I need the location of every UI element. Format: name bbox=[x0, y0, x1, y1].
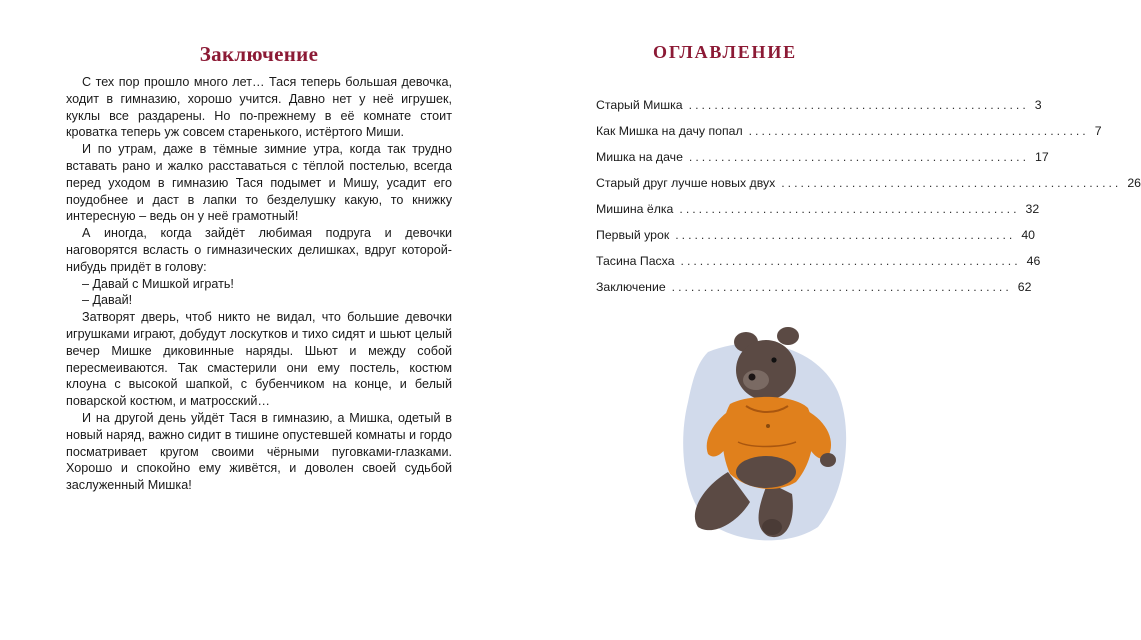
toc-item[interactable] bbox=[596, 92, 1042, 118]
toc-page-number: 46 bbox=[1026, 254, 1041, 268]
paragraph: Затворят дверь, чтоб никто не видал, что большие девочки игрушками играют, добудут лоскутков и тихо сидят и шьют целый вечер Мишке диковинные наряды. Шьют и между собой пересмеиваются. Так смастерили они ему постель, костюм клоуна с высокой шапкой, с бубенчиком на конце, и белый поварской костюм, и матросский… bbox=[66, 310, 452, 409]
bear-right-paw bbox=[820, 453, 836, 467]
bear-eye bbox=[771, 357, 776, 362]
bear-nose bbox=[749, 374, 756, 381]
right-ear bbox=[777, 327, 799, 345]
dialogue-line: – Давай с Мишкой играть! bbox=[82, 276, 234, 291]
toc-item-label: Тасина Пасха bbox=[596, 254, 675, 268]
dialogue-line: – Давай! bbox=[82, 293, 133, 308]
toc-item-label: Как Мишка на дачу попал bbox=[596, 124, 743, 138]
teddy-bear-illustration bbox=[668, 322, 854, 544]
toc-leader-dots: ..................................................... bbox=[688, 150, 1029, 164]
toc-item-label: Старый друг лучше новых двух bbox=[596, 176, 776, 190]
toc-page-number: 32 bbox=[1025, 202, 1040, 216]
paragraph: И по утрам, даже в тёмные зимние утра, когда так трудно вставать рано и жалко расставаться с тёплой постелью, всегда перед уходом в гимназию Тася подымет и Мишу, усадит его поудобнее и даст в лапки то безделушку какую, то книжку интересную – ведь он у неё грамотный! bbox=[66, 142, 452, 224]
toc-item[interactable] bbox=[596, 170, 1141, 196]
bear-head bbox=[736, 340, 796, 400]
table-of-contents bbox=[596, 92, 1141, 300]
toc-leader-dots: ..................................................... bbox=[679, 202, 1020, 216]
toc-leader-dots: ..................................................... bbox=[748, 124, 1089, 138]
toc-page-number: 40 bbox=[1021, 228, 1036, 242]
bear-belly bbox=[736, 456, 796, 488]
toc-leader-dots: ..................................................... bbox=[675, 228, 1016, 242]
chapter-title: Заключение bbox=[199, 42, 319, 66]
toc-page-number: 62 bbox=[1017, 280, 1032, 294]
toc-item-label: Заключение bbox=[596, 280, 666, 294]
bear-muzzle bbox=[743, 370, 769, 390]
toc-page-number: 26 bbox=[1127, 176, 1141, 190]
toc-leader-dots: ..................................................... bbox=[688, 98, 1029, 112]
toc-item[interactable] bbox=[596, 196, 1040, 222]
story-text bbox=[66, 74, 452, 494]
toc-item-label: Первый урок bbox=[596, 228, 670, 242]
toc-title: ОГЛАВЛЕНИЕ bbox=[653, 42, 797, 62]
toc-item[interactable] bbox=[596, 274, 1032, 300]
left-page bbox=[0, 0, 500, 640]
toc-item[interactable] bbox=[596, 118, 1102, 144]
toc-item-label: Мишина ёлка bbox=[596, 202, 674, 216]
toc-item-label: Старый Мишка bbox=[596, 98, 683, 112]
paragraph: С тех пор прошло много лет… Тася теперь большая девочка, ходит в гимназию, хорошо учится. Давно нет у неё игрушек, куклы все раздарены. Но по-прежнему в её комнате стоит кроватка теперь уж совсем старенького, истёртого Миши. bbox=[66, 75, 452, 140]
bear-foot-pad bbox=[762, 519, 782, 535]
toc-leader-dots: ..................................................... bbox=[671, 280, 1012, 294]
toc-item[interactable] bbox=[596, 248, 1041, 274]
toc-item[interactable] bbox=[596, 222, 1036, 248]
toc-item[interactable] bbox=[596, 144, 1049, 170]
toc-page-number: 3 bbox=[1034, 98, 1042, 112]
toc-leader-dots: ..................................................... bbox=[680, 254, 1021, 268]
toc-leader-dots: ..................................................... bbox=[781, 176, 1122, 190]
paragraph: И на другой день уйдёт Тася в гимназию, а Мишка, одетый в новый наряд, важно сидит в тишине опустевшей комнаты и гордо посматривает кругом своими чёрными пуговками-глазками. Хорошо и спокойно ему живётся, и доволен своей судьбой заслуженный Мишка! bbox=[66, 410, 452, 493]
toc-item-label: Мишка на даче bbox=[596, 150, 683, 164]
paragraph: А иногда, когда зайдёт любимая подруга и девочки наговорятся всласть о гимназических делишках, вдруг которой-нибудь придёт в голову: bbox=[66, 226, 452, 274]
toc-page-number: 17 bbox=[1035, 150, 1049, 164]
toc-page-number: 7 bbox=[1094, 124, 1102, 138]
